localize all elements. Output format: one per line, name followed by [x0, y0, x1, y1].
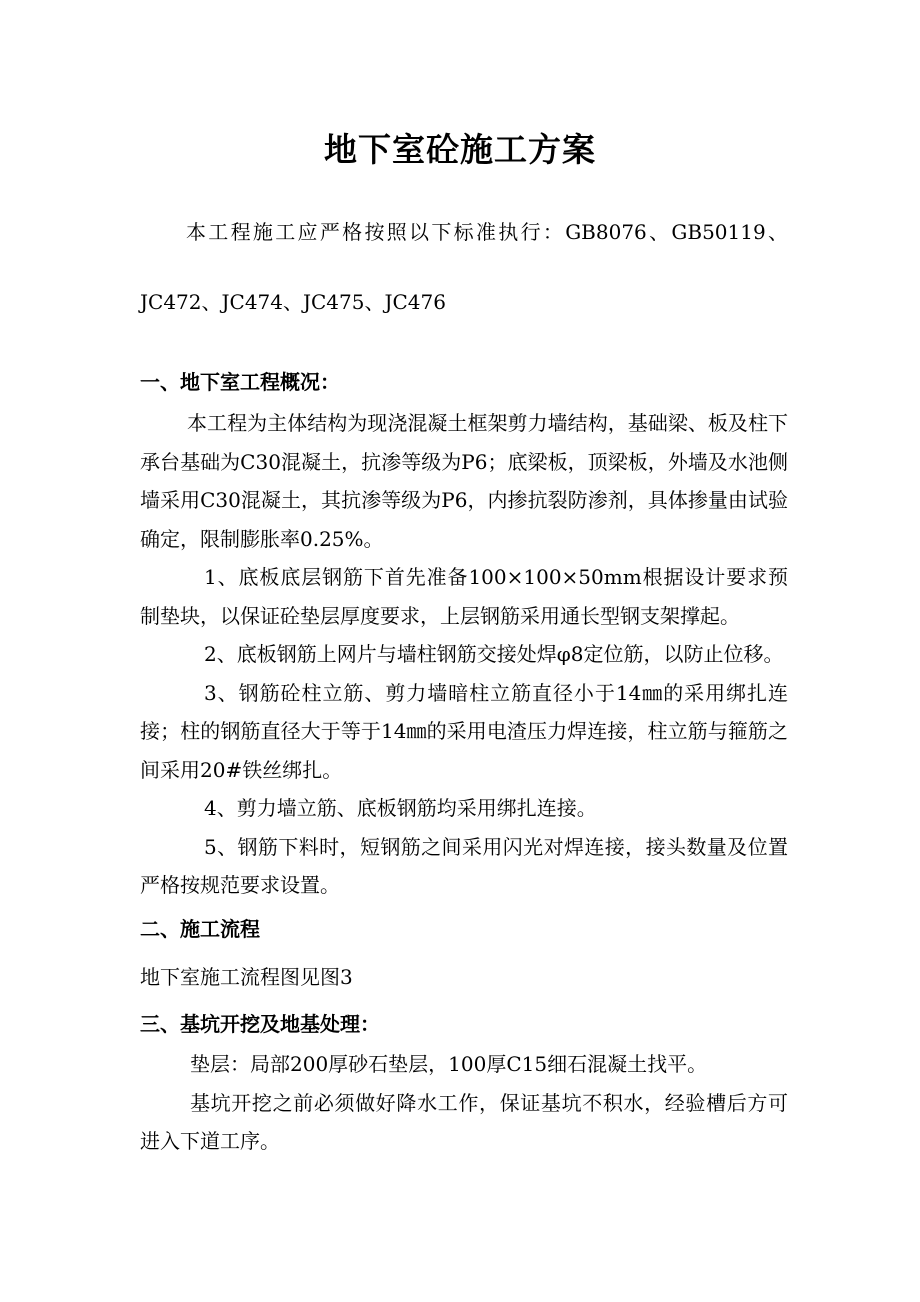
overview-paragraph: 本工程为主体结构为现浇混凝土框架剪力墙结构，基础梁、板及柱下承台基础为C30混凝土，抗渗等级为P6；底梁板，顶梁板，外墙及水池侧墙采用C30混凝土，其抗渗等级为P6，内掺抗裂防渗剂，具体掺量由试验确定，限制膨胀率0.25%。 [140, 411, 788, 551]
overview-item-3: 3、钢筋砼柱立筋、剪力墙暗柱立筋直径小于14㎜的采用绑扎连接；柱的钢筋直径大于等于14㎜的采用电渣压力焊连接，柱立筋与箍筋之间采用20#铁丝绑扎。 [140, 680, 788, 782]
section-heading-excavation: 三、基坑开挖及地基处理： [140, 1012, 380, 1036]
excavation-paragraph-2: 基坑开挖之前必须做好降水工作，保证基坑不积水，经验槽后方可进入下道工序。 [140, 1090, 788, 1153]
overview-item-4: 4、剪力墙立筋、底板钢筋均采用绑扎连接。 [204, 796, 597, 820]
intro-paragraph [140, 197, 788, 337]
section-excavation [140, 1005, 788, 1161]
document-title: 地下室砼施工方案 [324, 130, 596, 169]
overview-item-1: 1、底板底层钢筋下首先准备100×100×50mm根据设计要求预制垫块，以保证砼垫层厚度要求，上层钢筋采用通长型钢支架撑起。 [140, 565, 788, 628]
excavation-paragraph-1: 垫层：局部200厚砂石垫层，100厚C15细石混凝土找平。 [190, 1052, 708, 1076]
section-heading-process: 二、施工流程 [140, 917, 260, 941]
section-overview [140, 363, 788, 905]
overview-item-5: 5、钢筋下料时，短钢筋之间采用闪光对焊连接，接头数量及位置严格按规范要求设置。 [140, 834, 788, 897]
overview-item-2: 2、底板钢筋上网片与墙柱钢筋交接处焊φ8定位筋，以防止位移。 [204, 642, 784, 666]
intro-text: 本工程施工应严格按照以下标准执行：GB8076、GB50119、JC472、JC474、JC475、JC476 [140, 220, 788, 314]
section-heading-overview: 一、地下室工程概况： [140, 370, 340, 394]
section-process [140, 910, 788, 997]
process-paragraph: 地下室施工流程图见图3 [140, 965, 353, 989]
